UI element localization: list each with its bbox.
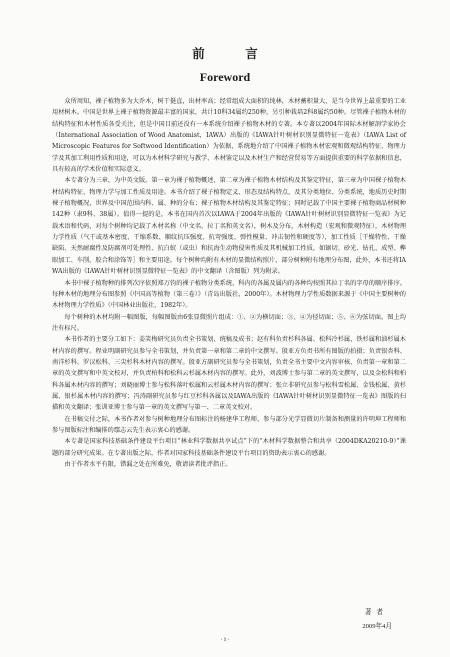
page-number: · i ·	[220, 636, 230, 643]
signature-date: 2009年4月	[362, 623, 392, 630]
paragraph-closing: 由于作者水平有限，错漏之处在所难免，敬请读者批评指正。	[64, 461, 232, 468]
foreword-body	[52, 96, 406, 470]
foreword-title-chinese: 前 言	[192, 46, 272, 61]
paragraph-ordering: 本书中裸子植物种的排列次序依照郑万钧的裸子植物分类系统，科内的各属及属内的各种均按照其拉丁名的字母的顺序排序。每种木材的地理分布图参照《中国高等植物（第三卷）》（青岛出版社，2000年）。木材物理力学性质数据来源于《中国主要树种的木材物理力学性质》（中国林业出版社，1982年）。	[52, 279, 406, 310]
paragraph-thanks: 在书稿交付之际，本书作者对参与树种地理分布图标注的杨建华工程师、参与部分光学显微切片制备和测量的许明坤工程师和参与图版标注和编排的鄢志云先生表示衷心的感谢。	[52, 415, 406, 434]
paragraph-funding: 本专著是国家科技基础条件建设平台项目“林业科学数据共享试点”下的“木材科学数据整合和共享（2004DKA20210-9）”课题的部分研究成果。在专著出版之际，作者对国家科技基础条件建设平台项目的资助表示衷心的感谢。	[52, 438, 406, 457]
paragraph-structure: 本专著分为三章，为中英文版。第一章为裸子植物概述，第二章为裸子植物木材结构及其鉴定特征，第三章为中国裸子植物木材结构特征、物理力学与加工性质及用途。本书介绍了裸子植物定义、形态及结构特点，及其分类地位、分类系统，地质历史时期裸子植物概况，世界及中国范围内科、属、种的分布；裸子植物木材结构及其鉴定特征；同时记载了中国主要裸子植物商品材树种142种（隶9科、38属）。值得一提的是，本书在国内首次以IAWA于2004年出版的《IAWA针叶树材识别显微特征一览表》为记载术语和代码，对每个树种均记载了木材名称（中文名、拉丁名和英文名），树木及分布，木材构造（宏观和微观特征），木材物理力学性质（气干或基本密度、干缩系数、顺纹抗压强度、抗弯强度、弹性模量、冲击韧性和硬度等），加工性质［干燥特性、干燥缺陷、天然耐腐性及防腐剂可处理性、抗白蚁（或虫）和抗海生动物侵害性质及其机械加工性质，如锯切、砂光、钻孔、成型、榫眼加工、车削、胶合和涂饰等］和主要用途。每个树种均附有木材的显微结构照片，部分树种附有地理分布图，此外，本书还将IAWA出版的《IAWA针叶树材识别显微特征一览表》的中文翻译（含图版）列为附录。	[52, 177, 406, 276]
foreword-title-english: Foreword	[199, 70, 251, 84]
signature-author: 著者	[364, 608, 388, 616]
paragraph-authors: 本书作者的主要分工如下：姜笑梅研究员负责全书策划、统稿及成书；赵有科负责杉科各属、松科冷杉属、铁杉属和油杉属木材内容的撰写。程业明副研究员参与全书策划，并负责第一章和第二章的中文撰写。殷亚方负责书所有图版的拍摄；负责银杏科、南洋杉科、罗汉松科、三尖杉科木材内容的撰写。殷亚方副研究员参与全书策划，负责全书主要中文内容审核，负责第一章和第二章的英文撰写和中英文校对，并负责柏科和松科云杉属木材内容的撰写。此外，刘波博士参与第二章的英文撰写，以及金松科和柏科各属木材内容的撰写；刘晓丽博士参与松科落叶松属和云杉属木材内容的撰写；张立非研究员参与松科雪松属、金钱松属、黄杉属、银杉属木材内容的撰写；冯涛副研究员参与红豆杉科各属以及IAWA出版的《IAWA针叶树材识别显微特征一览表》图版的扫描和英文翻译；张训亚博士参与第一章的英文撰写与第一、二章英文校对。	[52, 336, 406, 412]
paragraph-intro: 众所周知，裸子植物多为大乔木，树干挺直，出材率高；经常组成大面积的纯林，木材蓄积量大，是当今世界上最重要的工业用材树木。中国是世界上裸子植物资源最丰富的国家，共计10科34属约250种，另引种栽培2科8属约50种。尽管裸子植物木材的结构特征和木材性质各受关注，但是中国目前还没有一本系统介绍裸子植物木材的专著。本专著以2004年国际木材解剖学家协会（International Association of Wood Anatomist，IAWA）出版的《IAWA针叶树材识别显微特征一览表》（IAWA List of Microscopic Features for Softwood Identification）为依据，系统地介绍了中国裸子植物木材宏观和微观结构特征、物理力学及其加工利用性质和用途，可以为木材科学研究与教学、木材鉴定以及木材生产和经营贸易等方面提供重要的科学依据和信息，具有较高的学术价值和实际意义。	[52, 98, 406, 174]
paragraph-plates: 每个树种的木材均附一幅图版，每幅图版由6张显微照片组成：①、②为横切面；③、④为径切面；⑤、⑥为弦切面。图上均注有标尺。	[52, 313, 406, 332]
